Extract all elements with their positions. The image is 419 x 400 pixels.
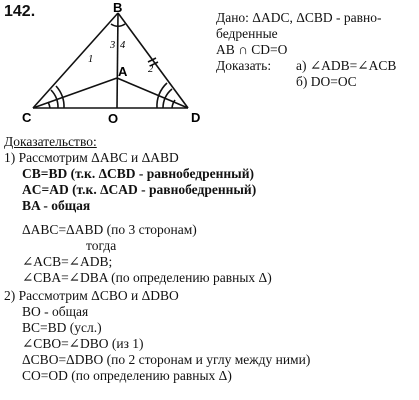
proof-line: BA - общая — [22, 198, 91, 213]
prove-label: Доказать: — [216, 58, 272, 73]
given-line-1: Дано: ΔADC, ΔCBD - равно- — [216, 10, 382, 25]
angle-label-4: 4 — [120, 40, 126, 51]
angle-label-1: 1 — [88, 54, 94, 65]
label-c: C — [22, 110, 32, 125]
proof-line: CB=BD (т.к. ΔCBD - равнобедренный) — [22, 166, 254, 181]
arc-c-3 — [48, 102, 50, 108]
given-line-2: бедренные — [216, 26, 278, 41]
proof-line: AC=AD (т.к. ΔCAD - равнобедренный) — [22, 182, 257, 197]
label-d: D — [191, 110, 201, 125]
proof-line: 1) Рассмотрим ΔABC и ΔABD — [4, 150, 179, 165]
proof-line: BC=BD (усл.) — [22, 320, 102, 335]
prove-b: б) DO=OC — [296, 74, 357, 89]
angle-label-3: 3 — [110, 40, 116, 51]
segment-cb — [33, 13, 118, 108]
given-line-3: AB ∩ CD=O — [216, 42, 288, 57]
label-o: O — [108, 111, 119, 126]
proof-line: BO - общая — [22, 304, 89, 319]
segment-bo — [117, 13, 118, 108]
problem-number: 142. — [4, 3, 36, 20]
angle-label-2: 2 — [148, 64, 154, 75]
proof-line: тогда — [86, 238, 117, 253]
proof-line: CO=OD (по определению равных Δ) — [22, 368, 232, 383]
proof-line: ∠CBO=∠DBO (из 1) — [22, 336, 144, 351]
proof-line: ΔCBO=ΔDBO (по 2 сторонам и углу между ними) — [22, 352, 311, 367]
arc-c-1 — [51, 90, 58, 108]
label-b: B — [113, 0, 123, 15]
label-a: A — [118, 64, 128, 79]
proof-line: 2) Рассмотрим ΔCBO и ΔDBO — [4, 288, 179, 303]
proof-line: ∠CBA=∠DBA (по определению равных Δ) — [22, 270, 272, 285]
prove-a: а) ∠ADB=∠ACB — [296, 58, 397, 73]
proof-heading: Доказательство: — [4, 134, 97, 149]
proof-line: ∠ACB=∠ADB; — [22, 254, 113, 269]
proof-line: ΔABC=ΔABD (по 3 сторонам) — [22, 222, 197, 237]
